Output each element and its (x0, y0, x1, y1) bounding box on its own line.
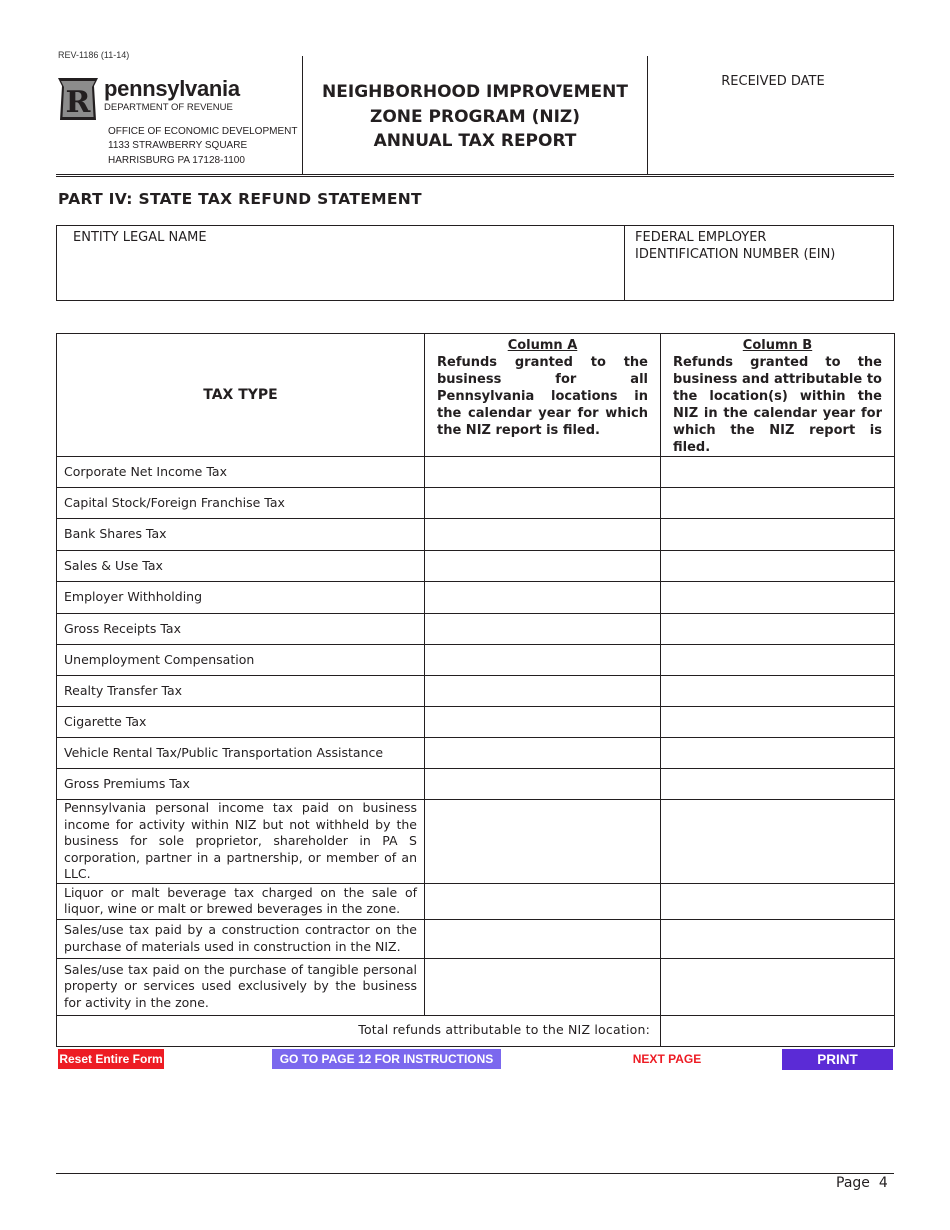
office-address (108, 125, 297, 168)
column-b-input[interactable] (661, 958, 895, 1015)
column-b-input[interactable] (661, 519, 895, 551)
column-a-input[interactable] (425, 707, 661, 738)
column-a-input[interactable] (425, 614, 661, 645)
table-row (57, 883, 895, 919)
pa-revenue-logo (56, 76, 296, 126)
column-a-input[interactable] (425, 457, 661, 488)
column-a-input[interactable] (425, 883, 661, 919)
go-to-instructions-button[interactable]: GO TO PAGE 12 FOR INSTRUCTIONS (272, 1049, 501, 1069)
form-title-line-2: ZONE PROGRAM (NIZ) (370, 106, 580, 127)
column-a-description: Refunds granted to the business for all Pennsylvania locations in the calendar year for which the NIZ report is filed. (437, 355, 648, 438)
page-number (836, 1175, 888, 1191)
address-line-1: OFFICE OF ECONOMIC DEVELOPMENT (108, 126, 298, 137)
column-b-description: Refunds granted to the business and attributable to the location(s) within the NIZ in the calendar year for which the NIZ report is filed. (673, 355, 882, 455)
table-row (57, 614, 895, 645)
tax-type-header: TAX TYPE (57, 334, 425, 457)
address-line-3: HARRISBURG PA 17128-1100 (108, 154, 245, 166)
page-number-value: 4 (878, 1175, 888, 1191)
tax-type-label: Capital Stock/Foreign Franchise Tax (57, 488, 425, 519)
tax-type-label: Realty Transfer Tax (57, 676, 425, 707)
form-title-line-3: ANNUAL TAX REPORT (373, 131, 577, 151)
tax-type-label: Employer Withholding (57, 582, 425, 614)
column-a-input[interactable] (425, 919, 661, 958)
total-refunds-input[interactable] (661, 1015, 895, 1046)
total-row (57, 1015, 895, 1046)
column-a-input[interactable] (425, 958, 661, 1015)
column-b-title: Column B (742, 338, 813, 353)
column-b-input[interactable] (661, 883, 895, 919)
table-row (57, 707, 895, 738)
ein-field[interactable] (635, 229, 835, 263)
column-a-input[interactable] (425, 738, 661, 769)
form-title-line-1: NEIGHBORHOOD IMPROVEMENT (322, 82, 628, 102)
page-label: Page (836, 1175, 870, 1191)
column-b-header (661, 334, 895, 457)
table-row (57, 738, 895, 769)
logo-name: pennsylvania (104, 76, 240, 101)
column-b-input[interactable] (661, 488, 895, 519)
ein-label-line-1: FEDERAL EMPLOYER (635, 230, 767, 245)
column-b-input[interactable] (661, 800, 895, 884)
column-b-input[interactable] (661, 645, 895, 676)
table-row (57, 645, 895, 676)
received-date-label: RECEIVED DATE (721, 74, 825, 89)
ein-label-line-2: IDENTIFICATION NUMBER (EIN) (635, 247, 836, 262)
column-b-input[interactable] (661, 919, 895, 958)
footer-rule (56, 1173, 894, 1174)
next-page-button[interactable]: NEXT PAGE (632, 1052, 702, 1066)
table-row (57, 800, 895, 884)
table-row (57, 519, 895, 551)
column-b-input[interactable] (661, 769, 895, 800)
column-a-title: Column A (507, 338, 578, 353)
column-a-input[interactable] (425, 800, 661, 884)
table-header-row (57, 334, 895, 457)
tax-type-label: Cigarette Tax (57, 707, 425, 738)
column-a-input[interactable] (425, 582, 661, 614)
tax-type-label: Bank Shares Tax (57, 519, 425, 551)
form-number: REV-1186 (11-14) (58, 50, 130, 60)
column-b-input[interactable] (661, 738, 895, 769)
entity-info-box (56, 225, 894, 301)
entity-legal-name-field[interactable] (73, 230, 207, 245)
column-b-input[interactable] (661, 707, 895, 738)
tax-type-label: Unemployment Compensation (57, 645, 425, 676)
total-refunds-label: Total refunds attributable to the NIZ location: (57, 1015, 661, 1046)
keystone-r-icon (56, 76, 100, 122)
column-a-header (425, 334, 661, 457)
tax-type-label: Sales/use tax paid by a construction contractor on the purchase of materials used in construction in the NIZ. (57, 919, 425, 958)
column-a-input[interactable] (425, 488, 661, 519)
table-row (57, 958, 895, 1015)
header-rule (56, 174, 894, 177)
tax-type-label: Vehicle Rental Tax/Public Transportation Assistance (57, 738, 425, 769)
table-row (57, 457, 895, 488)
entity-box-divider (624, 226, 625, 300)
table-row (57, 551, 895, 582)
form-title (303, 80, 647, 154)
column-b-input[interactable] (661, 551, 895, 582)
table-row (57, 769, 895, 800)
tax-refund-table (56, 333, 895, 1047)
table-row (57, 488, 895, 519)
part-title: PART IV: STATE TAX REFUND STATEMENT (58, 190, 422, 208)
column-b-input[interactable] (661, 457, 895, 488)
tax-type-label: Gross Receipts Tax (57, 614, 425, 645)
column-b-input[interactable] (661, 582, 895, 614)
column-a-input[interactable] (425, 676, 661, 707)
print-button[interactable]: PRINT (782, 1049, 893, 1070)
column-a-input[interactable] (425, 519, 661, 551)
column-b-input[interactable] (661, 676, 895, 707)
table-row (57, 919, 895, 958)
tax-type-label: Corporate Net Income Tax (57, 457, 425, 488)
tax-type-label: Pennsylvania personal income tax paid on business income for activity within NIZ but not withheld by the business for sole proprietor, shareholder in PA S corporation, partner in a partnership, or member of an LLC. (57, 800, 425, 884)
address-line-2: 1133 STRAWBERRY SQUARE (108, 140, 248, 152)
tax-type-label: Gross Premiums Tax (57, 769, 425, 800)
emblem-letter: R (65, 85, 91, 120)
table-row (57, 676, 895, 707)
logo-department: DEPARTMENT OF REVENUE (104, 102, 233, 113)
entity-legal-name-label: ENTITY LEGAL NAME (73, 230, 207, 245)
column-a-input[interactable] (425, 645, 661, 676)
column-a-input[interactable] (425, 769, 661, 800)
tax-type-label: Sales & Use Tax (57, 551, 425, 582)
column-a-input[interactable] (425, 551, 661, 582)
table-row (57, 582, 895, 614)
tax-type-label: Sales/use tax paid on the purchase of tangible personal property or services used exclusively by the business for activity in the zone. (57, 958, 425, 1015)
reset-form-button[interactable]: Reset Entire Form (58, 1049, 164, 1069)
tax-type-label: Liquor or malt beverage tax charged on the sale of liquor, wine or malt or brewed beverages in the zone. (57, 883, 425, 919)
column-b-input[interactable] (661, 614, 895, 645)
